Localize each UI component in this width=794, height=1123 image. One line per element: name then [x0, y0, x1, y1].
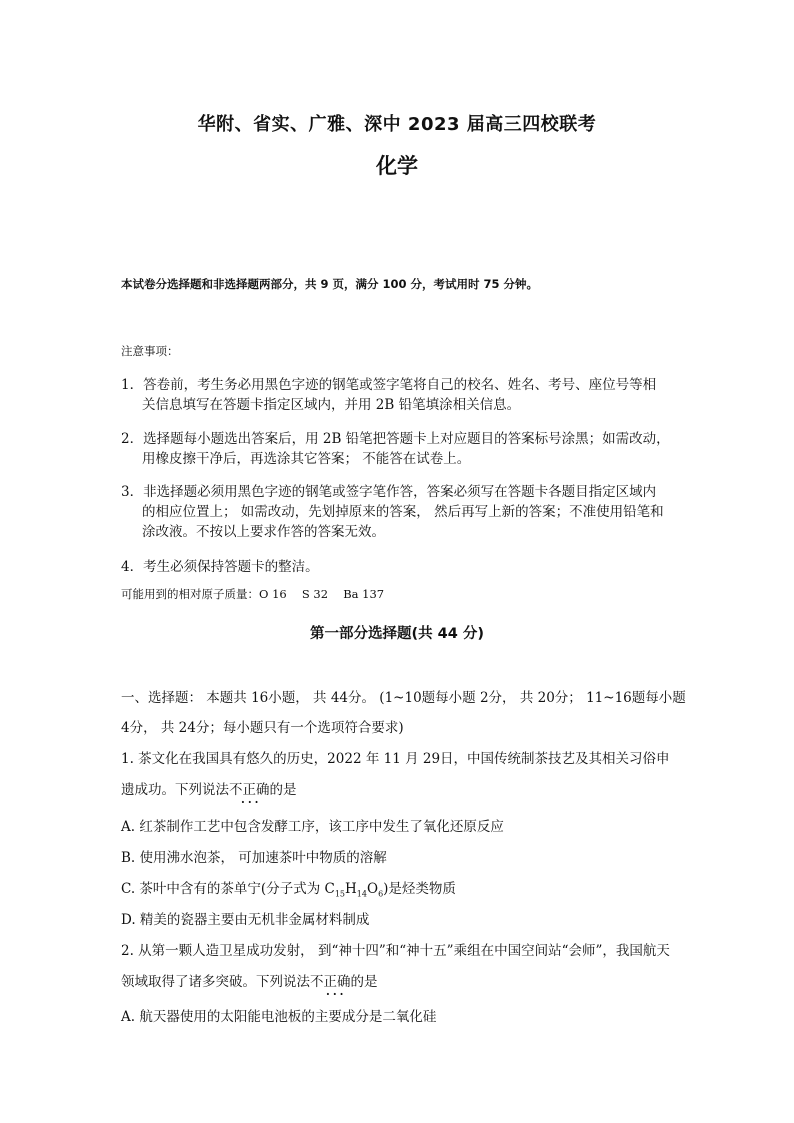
notice-item-4: 4．考生必须保持答题卡的整洁。: [121, 559, 319, 575]
formula-subscript: 6: [378, 889, 384, 899]
formula-element: H: [345, 881, 357, 897]
question-2-stem-line-1: 2. 从第一颗人造卫星成功发射， 到“神十四”和“神十五”乘组在中国空间站“会师”，我国航天: [121, 943, 670, 959]
emphasis-dots: ···: [241, 796, 262, 809]
notice-heading: 注意事项：: [121, 344, 179, 358]
formula-subscript: 14: [356, 889, 367, 899]
atomic-mass-line: 可能用到的相对原子质量：O 16 S 32 Ba 137: [121, 587, 385, 601]
question-2-option-a: A. 航天器使用的太阳能电池板的主要成分是二氧化硅: [121, 1009, 437, 1025]
formula-element: O: [366, 881, 379, 897]
notice-item-1-line-2: 关信息填写在答题卡指定区域内，并用 2B 铅笔填涂相关信息。: [142, 397, 521, 413]
question-1-option-b: B. 使用沸水泡茶， 可加速茶叶中物质的溶解: [121, 850, 387, 866]
intro-text: 本试卷分选择题和非选择题两部分，共 9 页，满分 100 分，考试用时 75 分钟。: [121, 277, 539, 291]
part1-title: 第一部分选择题(共 44 分): [309, 626, 485, 642]
section-instructions-line-2: 4分， 共 24分；每小题只有一个选项符合要求): [121, 720, 404, 736]
option-c-text: )是烃类物质: [383, 881, 456, 897]
exam-title: 华附、省实、广雅、深中 2023 届高三四校联考: [197, 114, 597, 135]
section-instructions-line-1: 一、选择题： 本题共 16小题， 共 44分。 (1~10题每小题 2分， 共 20分； 11~16题每小题: [121, 690, 686, 706]
question-1-option-a: A. 红茶制作工艺中包含发酵工序，该工序中发生了氧化还原反应: [121, 819, 504, 835]
notice-item-1-line-1: 1．答卷前，考生务必用黑色字迹的钢笔或签字笔将自己的校名、姓名、考号、座位号等相: [121, 377, 657, 393]
question-1-stem-line-2: 遗成功。下列说法不正确的是: [121, 782, 297, 798]
question-2-stem-line-2: 领域取得了诸多突破。下列说法不正确的是: [121, 974, 378, 990]
notice-item-2-line-2: 用橡皮擦干净后，再选涂其它答案； 不能答在试卷上。: [142, 451, 471, 467]
notice-item-3-line-3: 涂改液。不按以上要求作答的答案无效。: [142, 524, 385, 540]
notice-item-2-line-1: 2．选择题每小题选出答案后，用 2B 铅笔把答题卡上对应题目的答案标号涂黑；如需改动，: [121, 431, 670, 447]
notice-item-3-line-1: 3．非选择题必须用黑色字迹的钢笔或签字笔作答，答案必须写在答题卡各题目指定区域内: [121, 484, 657, 500]
subject-title: 化学: [376, 154, 418, 178]
question-1-option-c: [121, 877, 456, 899]
formula-subscript: 15: [334, 889, 346, 899]
notice-item-3-line-2: 的相应位置上； 如需改动，先划掉原来的答案， 然后再写上新的答案；不准使用铅笔和: [142, 504, 664, 520]
option-c-text: C. 茶叶中含有的茶单宁(分子式为 C: [121, 881, 335, 897]
question-1-option-d: D. 精美的瓷器主要由无机非金属材料制成: [121, 912, 370, 928]
emphasis-dots: ···: [326, 988, 347, 1001]
question-1-stem-line-1: 1. 茶文化在我国具有悠久的历史，2022 年 11 月 29日，中国传统制茶技艺及其相关习俗申: [121, 751, 670, 767]
